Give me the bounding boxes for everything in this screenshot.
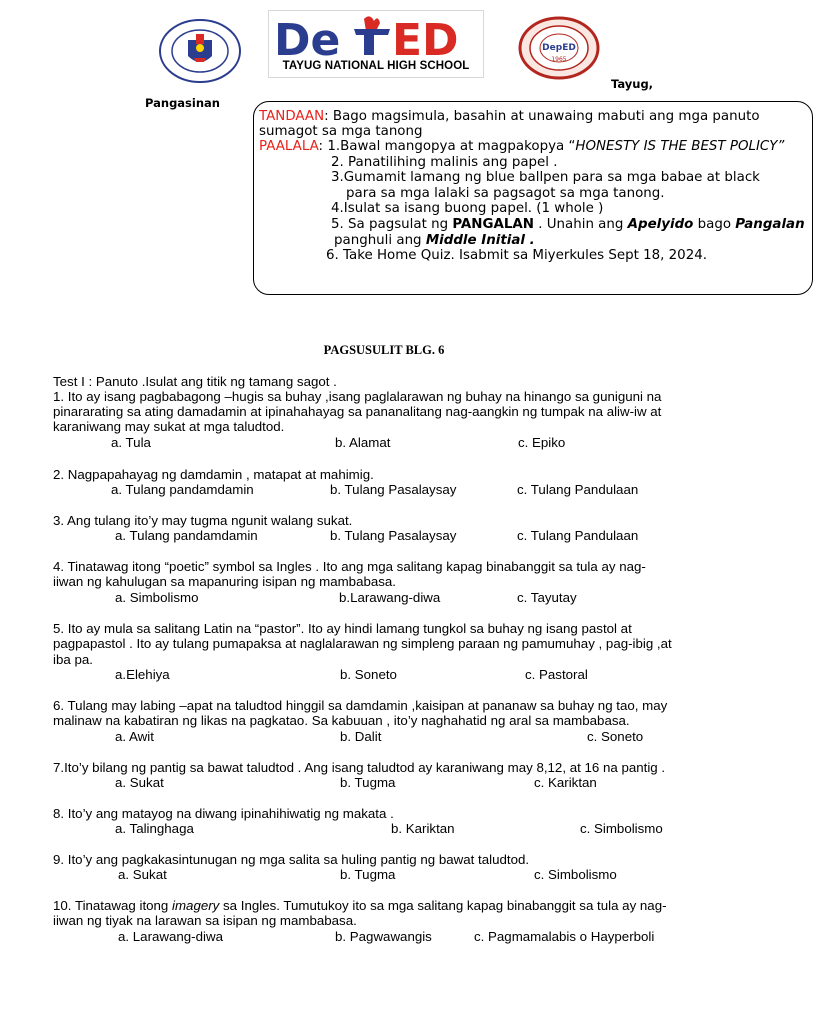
question-7-choice-c: c. Kariktan: [534, 775, 597, 790]
question-2-choice-a: a. Tulang pandamdamin: [111, 482, 254, 497]
question-5-line-2: pagpapastol . Ito ay tulang pumapaksa at naglalarawan ng simpleng paraan ng pamumuhay , pag-ibig ,at: [53, 636, 672, 651]
question-4-line-1: 4. Tinatawag itong “poetic” symbol sa Ingles . Ito ang mga salitang kapag binabanggit sa tula ay nag-: [53, 559, 646, 574]
paalala-5-text-2: . Unahin ang: [533, 217, 628, 232]
question-10-choice-c: c. Pagmamalabis o Hayperboli: [474, 929, 655, 944]
question-8-line-1: 8. Ito’y ang matayog na diwang ipinahihiwatig ng makata .: [53, 806, 394, 821]
question-5-choice-b: b. Soneto: [340, 667, 397, 682]
instructions: Test I : Panuto .Isulat ang titik ng tamang sagot .: [53, 374, 337, 389]
question-1-line-1: 1. Ito ay isang pagbabagong –hugis sa buhay ,isang paglalarawan ng buhay na hinango sa guniguni na: [53, 389, 662, 404]
question-5-line-1: 5. Ito ay mula sa salitang Latin na “pastor”. Ito ay hindi lamang tungkol sa buhay ng isang pastol at: [53, 621, 632, 636]
question-4-choice-c: c. Tayutay: [517, 590, 577, 605]
paalala-1-italic: HONESTY IS THE BEST POLICY”: [575, 139, 785, 154]
question-2-line-1: 2. Nagpapahayag ng damdamin , matapat at mahimig.: [53, 467, 374, 482]
question-10-text-a: 10. Tinatawag itong: [53, 898, 173, 913]
tandaan-text: : Bago magsimula, basahin at unawaing mabuti ang mga panuto: [324, 109, 760, 124]
question-1-choice-c: c. Epiko: [518, 435, 566, 450]
question-10-text-b: sa Ingles. Tumutukoy ito sa mga salitang kapag binabanggit sa tula ay nag-: [219, 898, 667, 913]
question-6-line-1: 6. Tulang may labing –apat na taludtod hinggil sa damdamin ,kaisipan at pananaw sa buhay ng tao, may: [53, 698, 668, 713]
question-7-choice-a: a. Sukat: [115, 775, 164, 790]
question-3-choice-b: b. Tulang Pasalaysay: [330, 528, 457, 543]
question-2-choice-c: c. Tulang Pandulaan: [517, 482, 639, 497]
paalala-3b: para sa mga lalaki sa pagsagot sa mga tanong.: [346, 186, 665, 201]
question-4-choice-b: b.Larawang-diwa: [339, 590, 441, 605]
question-10-line-1: [53, 898, 667, 914]
deped-logo: [268, 10, 484, 78]
question-4-choice-a: a. Simbolismo: [115, 590, 199, 605]
question-1-line-3: karaniwang may sukat at mga taludtod.: [53, 419, 285, 434]
question-2-choice-b: b. Tulang Pasalaysay: [330, 482, 457, 497]
question-3-choice-c: c. Tulang Pandulaan: [517, 528, 639, 543]
question-9-line-1: 9. Ito’y ang pagkakasintunugan ng mga salita sa huling pantig ng bawat taludtod.: [53, 852, 530, 867]
question-3-choice-a: a. Tulang pandamdamin: [115, 528, 258, 543]
paalala-5b-text: panghuli ang: [334, 233, 426, 248]
question-8-choice-c: c. Simbolismo: [580, 821, 663, 836]
question-6-line-2: malinaw na kabatiran ng likas na pagkatao. Sa kabuuan , ito’y naghahatid ng aral sa mambabasa.: [53, 713, 630, 728]
paalala-6: 6. Take Home Quiz. Isabmit sa Miyerkules Sept 18, 2024.: [326, 248, 707, 263]
paalala-5-pangalan: PANGALAN: [452, 217, 534, 232]
question-5-choice-a: a.Elehiya: [115, 667, 170, 682]
question-5-choice-c: c. Pastoral: [525, 667, 588, 682]
paalala-5-text: 5. Sa pagsulat ng: [331, 217, 453, 232]
tandaan-text-2: sumagot sa mga tanong: [259, 124, 423, 139]
question-4-line-2: iiwan ng kahulugan sa mapanuring isipan ng mambabasa.: [53, 574, 396, 589]
paalala-5-apelyido: Apelyido: [627, 217, 694, 232]
question-6-choice-b: b. Dalit: [340, 729, 382, 744]
tandaan-label: TANDAAN: [259, 109, 325, 124]
question-7-choice-b: b. Tugma: [340, 775, 396, 790]
question-1-choice-a: a. Tula: [111, 435, 151, 450]
paalala-2: 2. Panatilihing malinis ang papel .: [331, 155, 558, 170]
svg-text:ED: ED: [392, 15, 459, 66]
quiz-title: PAGSUSULIT BLG. 6: [323, 343, 445, 357]
seal-year: 1965: [551, 56, 567, 63]
paalala-5-pangalan-2: Pangalan: [735, 217, 805, 232]
question-6-choice-a: a. Awit: [115, 729, 154, 744]
question-10-choice-a: a. Larawang-diwa: [118, 929, 223, 944]
question-8-choice-b: b. Kariktan: [391, 821, 455, 836]
paalala-1-prefix: : 1.Bawal mangopya at magpakopya “: [318, 139, 576, 154]
question-10-choice-b: b. Pagwawangis: [335, 929, 432, 944]
question-10-line-2: iiwan ng tiyak na larawan sa isipan ng mambabasa.: [53, 913, 357, 928]
question-10-imagery: imagery: [172, 898, 220, 913]
paalala-label: PAALALA: [259, 139, 319, 154]
question-7-line-1: 7.Ito’y bilang ng pantig sa bawat taludtod . Ang isang taludtod ay karaniwang may 8,12, at 16 na pantig .: [53, 760, 666, 775]
reminder-box: [253, 101, 813, 295]
tandaan-line: [259, 109, 760, 125]
question-9-choice-c: c. Simbolismo: [534, 867, 617, 882]
school-name: TAYUG NATIONAL HIGH SCHOOL: [282, 60, 470, 72]
question-5-line-3: iba pa.: [53, 652, 93, 667]
question-9-choice-b: b. Tugma: [340, 867, 396, 882]
province-label: Pangasinan: [145, 96, 220, 110]
paalala-3: 3.Gumamit lamang ng blue ballpen para sa mga babae at black: [331, 170, 760, 185]
paalala-5b-middle-initial: Middle Initial .: [425, 233, 535, 248]
paalala-line-1: [259, 139, 784, 155]
question-1-line-2: pinararating sa ating damadamin at ipinahahayag sa pananalitang nag-aangkin ng tumpak na aliw-iw at: [53, 404, 662, 419]
paalala-5b: [334, 233, 535, 249]
school-seal-logo: [518, 16, 600, 80]
svg-text:DepED: DepED: [542, 43, 576, 53]
deped-seal-logo: [158, 18, 242, 84]
paalala-4: 4.Isulat sa isang buong papel. (1 whole ): [331, 201, 604, 216]
question-8-choice-a: a. Talinghaga: [115, 821, 194, 836]
paalala-5-text-3: bago: [693, 217, 736, 232]
question-1-choice-b: b. Alamat: [335, 435, 391, 450]
svg-text:De: De: [274, 15, 341, 66]
paalala-5: [331, 217, 805, 233]
question-6-choice-c: c. Soneto: [587, 729, 644, 744]
question-3-line-1: 3. Ang tulang ito’y may tugma ngunit walang sukat.: [53, 513, 353, 528]
town-label: Tayug,: [611, 77, 654, 91]
question-9-choice-a: a. Sukat: [118, 867, 167, 882]
